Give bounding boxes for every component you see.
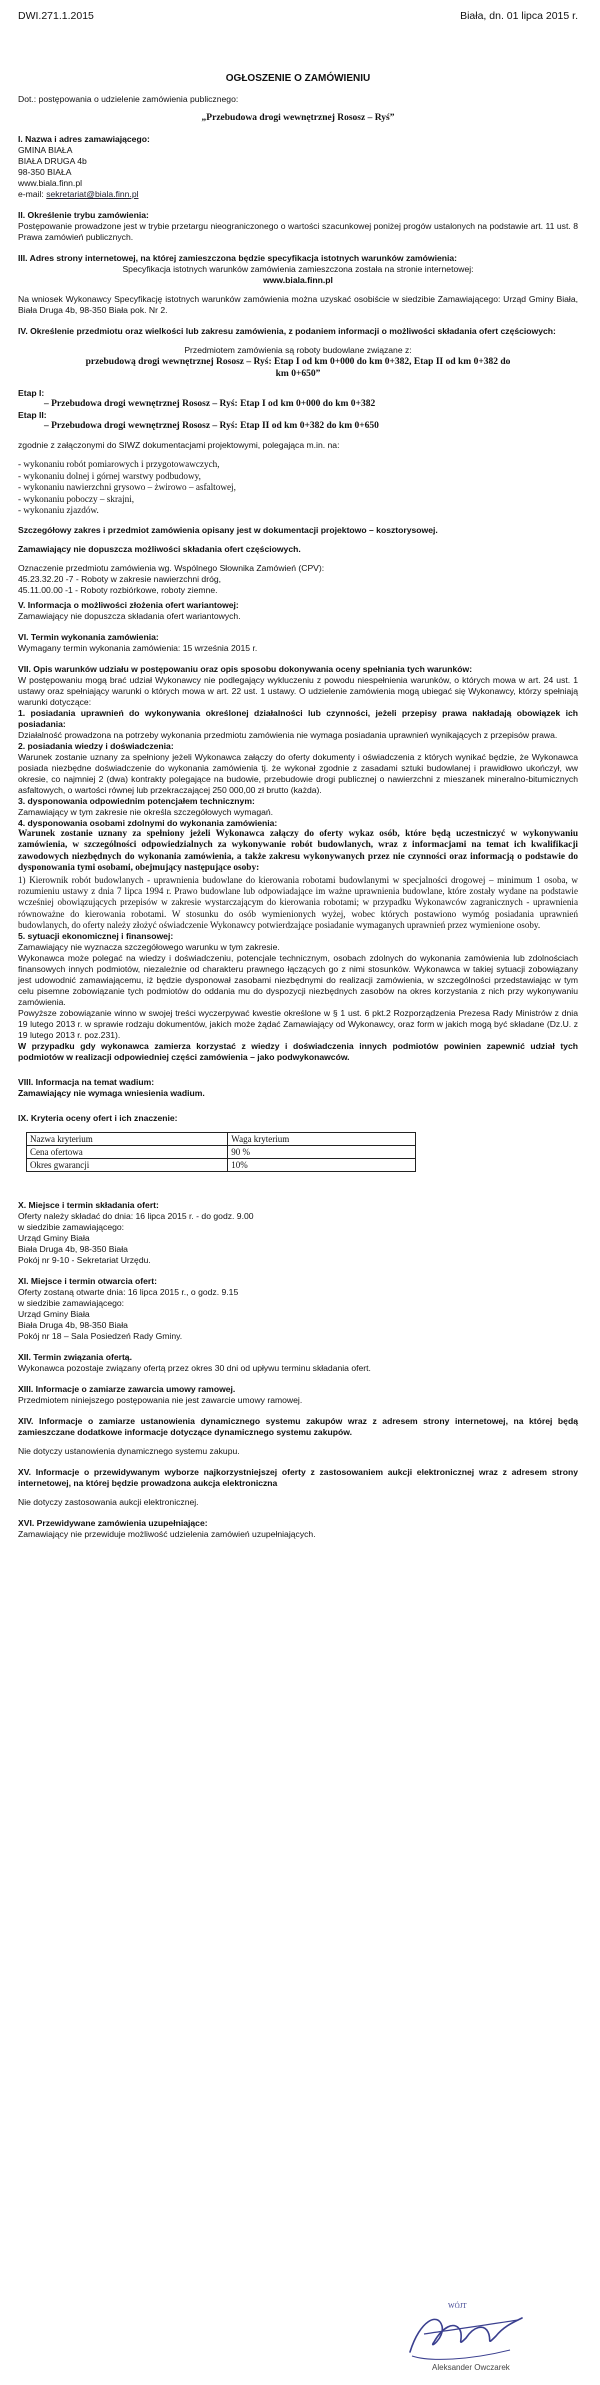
section-15-text: Nie dotyczy zastosowania aukcji elektronicznej. [18, 1497, 199, 1508]
section-4 [18, 326, 578, 596]
section-7 [18, 664, 578, 1064]
section-15-heading: XV. Informacje o przewidywanym wyborze najkorzystniejszej oferty z zastosowaniem aukcji elektronicznej wraz z adresem strony internetowej, na której będzie prowadzona aukcja elektroniczna [18, 1467, 578, 1489]
section-1 [18, 134, 578, 200]
cpv-intro: Oznaczenie przedmiotu zamówienia wg. Wspólnego Słownika Zamówień (CPV): [18, 562, 325, 573]
table-row [27, 1159, 416, 1172]
section-11-line: Urząd Gminy Biała [18, 1309, 90, 1320]
email-label: e-mail: [18, 189, 47, 199]
section-7-resources: Wykonawca może polegać na wiedzy i doświadczeniu, potencjale technicznym, osobach zdolnych do wykonania zamówienia lub zdolnościach finansowych innych podmiotów, niezależnie od charakteru prawnego łączących go z nimi stosunków. Wykonawca w takiej sytuacji zobowiązany jest udowodnić zamawiającemu, iż będzie dysponował zasobami niezbędnymi do realizacji zamówienia, w szczególności przedstawiając w tym celu pisemne zobowiązanie tych podmiotów do oddania mu do dyspozycji niezbędnych zasobów na okres korzystania z nich przy wykonywaniu zamówienia. [18, 953, 578, 1008]
section-14-text: Nie dotyczy ustanowienia dynamicznego systemu zakupu. [18, 1446, 240, 1457]
condition-1-heading: 1. posiadania uprawnień do wykonywania określonej działalności lub czynności, jeżeli przepisy prawa nakładają obowiązek ich posiadania: [18, 707, 578, 729]
document-header [18, 10, 578, 23]
section-11-heading: XI. Miejsce i termin otwarcia ofert: [18, 1276, 157, 1287]
section-13 [18, 1384, 578, 1406]
section-3-url[interactable]: www.biala.finn.pl [263, 275, 333, 285]
section-5-heading: V. Informacja o możliwości złożenia ofert wariantowej: [18, 599, 239, 610]
section-12 [18, 1352, 578, 1374]
section-4-detail: Szczegółowy zakres i przedmiot zamówienia opisany jest w dokumentacji projektowo – kosztorysowej. [18, 524, 438, 535]
condition-5-text: Zamawiający nie wyznacza szczegółowego warunku w tym zakresie. [18, 942, 280, 953]
section-2-text: Postępowanie prowadzone jest w trybie przetargu nieograniczonego o wartości szacunkowej poniżej progów ustalonych na podstawie art. 11 ust. 8 Prawa zamówień publicznych. [18, 221, 578, 242]
section-16-heading: XVI. Przewidywane zamówienia uzupełniające: [18, 1518, 208, 1529]
reference-number: DWI.271.1.2015 [18, 10, 94, 22]
etap-2-label: Etap II: [18, 410, 47, 420]
section-10-line: Pokój nr 9-10 - Sekretariat Urzędu. [18, 1255, 151, 1266]
list-item: - wykonaniu zjazdów. [18, 505, 99, 515]
section-9 [18, 1113, 578, 1172]
section-11-line: Oferty zostaną otwarte dnia: 16 lipca 2015 r., o godz. 9.15 [18, 1287, 239, 1298]
condition-1-text: Działalność prowadzona na potrzeby wykonania przedmiotu zamówienia nie wymaga posiadania uprawnień wynikających z przepisów prawa. [18, 729, 558, 740]
cpv-code: 45.11.00.00 -1 - Roboty rozbiórkowe, roboty ziemne. [18, 584, 218, 595]
table-row [27, 1146, 416, 1159]
section-6 [18, 632, 578, 654]
section-10-heading: X. Miejsce i termin składania ofert: [18, 1200, 159, 1211]
section-7-intro: W postępowaniu mogą brać udział Wykonawcy nie podlegający wykluczeniu z powodu niespełnienia warunków, o których mowa w art. 24 ust. 1 ustawy oraz spełniający warunki o których mowa w art. 22 ust. 1 ustawy. O udzielenie zamówienia mogą ubiegać się Wykonawcy, którzy spełniają warunki dotyczące: [18, 674, 578, 707]
section-6-heading: VI. Termin wykonania zamówienia: [18, 631, 159, 642]
section-3-note: Na wniosek Wykonawcy Specyfikację istotnych warunków zamówienia można uzyskać osobiście w siedzibie Zamawiającego: Urząd Gminy Biała, Biała Druga 4b, 98-350 Biała pok. Nr 2. [18, 294, 578, 315]
email-link[interactable]: sekretariat@biala.finn.pl [46, 189, 139, 199]
section-2 [18, 210, 578, 243]
condition-4-text: 1) Kierownik robót budowlanych - uprawnienia budowlane do kierowania robotami budowlanymi w specjalności drogowej – minimum 1 osoba, w rozumieniu ustawy z dnia 7 lipca 1994 r. Prawo budowlane lub odpowiadające im ważne uprawnienia budowlane, które zostały wydane na podstawie wcześniej obowiązujących przepisów w zakresie wystarczającym do kierowania robotami; w przypadku Wykonawców zagranicznych - uprawnienia równoważne do kierowania robotami. W stosunku do osób wymienionych wyżej, wobec których postawiono wymóg posiadania uprawnień budowlanych, do oferty należy złożyć oświadczenie Wykonawcy potwierdzające posiadanie wymaganych uprawnień przez wymienione osoby. [18, 874, 578, 931]
section-13-text: Przedmiotem niniejszego postępowania nie jest zawarcie umowy ramowej. [18, 1395, 303, 1406]
signature-stamp: WÓJT [448, 2302, 467, 2310]
section-2-heading: II. Określenie trybu zamówienia: [18, 210, 149, 220]
section-5-text: Zamawiający nie dopuszcza składania ofert wariantowych. [18, 610, 241, 621]
table-cell: Okres gwarancji [27, 1159, 228, 1172]
signature-icon [390, 2290, 540, 2380]
section-8 [18, 1077, 578, 1099]
section-9-heading: IX. Kryteria oceny ofert i ich znaczenie: [18, 1113, 178, 1124]
table-cell: 10% [228, 1159, 416, 1172]
condition-5-heading: 5. sytuacji ekonomicznej i finansowej: [18, 931, 174, 942]
list-item: - wykonaniu nawierzchni grysowo – żwirowo – asfaltowej, [18, 482, 236, 492]
cpv-code: 45.23.32.20 -7 - Roboty w zakresie nawierzchni dróg, [18, 573, 222, 584]
criteria-table [26, 1132, 416, 1172]
works-list [18, 459, 578, 517]
etap-1: – Przebudowa drogi wewnętrznej Rososz – Ryś: Etap I od km 0+000 do km 0+382 [44, 399, 376, 409]
subject-line: Dot.: postępowania o udzielenie zamówienia publicznego: [18, 94, 239, 104]
column-header: Waga kryterium [228, 1133, 416, 1146]
condition-3-heading: 3. dysponowania odpowiednim potencjałem technicznym: [18, 795, 255, 806]
etap-2: – Przebudowa drogi wewnętrznej Rososz – Ryś: Etap II od km 0+382 do km 0+650 [44, 421, 379, 431]
section-5 [18, 600, 578, 622]
section-16 [18, 1518, 578, 1540]
signatory-name: Aleksander Owczarek [432, 2363, 510, 2372]
section-10-line: Oferty należy składać do dnia: 16 lipca 2015 r. - do godz. 9.00 [18, 1211, 254, 1222]
table-cell: 90 % [228, 1146, 416, 1159]
etap-1-label: Etap I: [18, 388, 45, 398]
section-10-line: Urząd Gminy Biała [18, 1233, 90, 1244]
section-11-line: w siedzibie zamawiającego: [18, 1298, 125, 1309]
section-3 [18, 253, 578, 316]
section-8-text: Zamawiający nie wymaga wniesienia wadium. [18, 1088, 205, 1099]
condition-4-bold: Warunek zostanie uznany za spełniony jeżeli Wykonawca załączy do oferty wykaz osób, które będą uczestniczyć w wykonywaniu zamówienia, w szczególności odpowiedzialnych za wykonywanie robót budowlanych, wraz z informacjami na temat ich kwalifikacji zawodowych niezbędnych do wykonania zamówienia, a także zakresu wykonywanych przez nie czynności oraz informacją o podstawie do dysponowania tymi osobami, obejmujący następujące osoby: [18, 828, 578, 874]
section-4-intro: Przedmiotem zamówienia są roboty budowlane związane z: [184, 345, 412, 355]
section-4-subject: przebudową drogi wewnętrznej Rososz – Ryś: Etap I od km 0+000 do km 0+382, Etap II od km 0+382 do km 0+650” [85, 357, 511, 379]
section-1-heading: I. Nazwa i adres zamawiającego: [18, 134, 150, 144]
condition-2-heading: 2. posiadania wiedzy i doświadczenia: [18, 740, 174, 751]
section-10-line: w siedzibie zamawiającego: [18, 1222, 125, 1233]
section-7-subcontractors: W przypadku gdy wykonawca zamierza korzystać z wiedzy i doświadczenia innych podmiotów powinien zapewnić udział tych podmiotów w realizacji odpowiedniej części zamówienia – jako podwykonawców. [18, 1041, 578, 1063]
section-3-heading: III. Adres strony internetowej, na której zamieszczona będzie specyfikacja istotnych warunków zamówienia: [18, 253, 458, 263]
section-15 [18, 1467, 578, 1508]
table-cell: Cena ofertowa [27, 1146, 228, 1159]
list-item: - wykonaniu robót pomiarowych i przygotowawczych, [18, 459, 220, 469]
document-date: Biała, dn. 01 lipca 2015 r. [460, 10, 578, 22]
section-12-heading: XII. Termin związania ofertą. [18, 1352, 132, 1363]
condition-3-text: Zamawiający w tym zakresie nie określa szczegółowych wymagań. [18, 806, 274, 817]
announcement-document [18, 10, 578, 1540]
section-3-center: Specyfikacja istotnych warunków zamówienia zamieszczona została na stronie internetowej: [122, 264, 474, 274]
section-4-partial: Zamawiający nie dopuszcza możliwości składania ofert częściowych. [18, 543, 301, 554]
project-name: „Przebudowa drogi wewnętrznej Rososz – Ryś” [201, 113, 395, 123]
section-8-heading: VIII. Informacja na temat wadium: [18, 1077, 155, 1088]
column-header: Nazwa kryterium [27, 1133, 228, 1146]
condition-2-text: Warunek zostanie uznany za spełniony jeżeli Wykonawca załączy do oferty dokumenty i oświadczenia z których wynikać będzie, że Wykonawca posiada niezbędne doświadczenie do wykonania zamówienia tj. że wykonał zgodnie z zasadami sztuki budowlanej i prawidłowo ukończył, ww okresie, co najmniej 2 (dwa) kontrakty polegające na budowie, przebudowie drogi publicznej o nawierzchni z mieszanek mineralno-bitumicznych asfaltowych, o wartości równej lub przekraczającej 250 000,00 zł brutto (każda). [18, 751, 578, 795]
section-7-heading: VII. Opis warunków udziału w postępowaniu oraz opis sposobu dokonywania oceny spełniania tych warunków: [18, 663, 473, 674]
section-4-docs: zgodnie z załączonymi do SIWZ dokumentacjami projektowymi, polegająca m.in. na: [18, 440, 340, 450]
section-14-heading: XIV. Informacje o zamiarze ustanowienia dynamicznego systemu zakupów wraz z adresem strony internetowej, na której będą zamieszczane dodatkowe informacje dotyczące dynamicznego systemu zakupów. [18, 1416, 578, 1438]
section-16-text: Zamawiający nie przewiduje możliwość udzielenia zamówień uzupełniających. [18, 1529, 316, 1540]
document-title: OGŁOSZENIE O ZAMÓWIENIU [225, 73, 371, 84]
condition-4-heading: 4. dysponowania osobami zdolnymi do wykonania zamówienia: [18, 817, 278, 828]
section-11-line: Biała Druga 4b, 98-350 Biała [18, 1320, 128, 1331]
list-item: - wykonaniu dolnej i górnej warstwy podbudowy, [18, 470, 201, 481]
website-line: www.biala.finn.pl [18, 178, 83, 188]
section-11 [18, 1276, 578, 1342]
table-header-row [27, 1133, 416, 1146]
section-10-line: Biała Druga 4b, 98-350 Biała [18, 1244, 128, 1255]
section-6-text: Wymagany termin wykonania zamówienia: 15 września 2015 r. [18, 642, 258, 653]
email-line [18, 189, 578, 200]
section-12-text: Wykonawca pozostaje związany ofertą przez okres 30 dni od upływu terminu składania ofert. [18, 1363, 371, 1374]
signature-block [390, 2290, 540, 2380]
address-line: BIAŁA DRUGA 4b [18, 156, 87, 166]
section-13-heading: XIII. Informacje o zamiarze zawarcia umowy ramowej. [18, 1384, 236, 1395]
address-line: 98-350 BIAŁA [18, 167, 72, 177]
section-11-line: Pokój nr 18 – Sala Posiedzeń Rady Gminy. [18, 1331, 183, 1342]
section-4-heading: IV. Określenie przedmiotu oraz wielkości lub zakresu zamówienia, z podaniem informacji o możliwości składania ofert częściowych: [18, 326, 556, 336]
section-10 [18, 1200, 578, 1266]
address-line: GMINA BIAŁA [18, 145, 73, 155]
section-14 [18, 1416, 578, 1457]
section-7-commitment: Powyższe zobowiązanie winno w swojej treści wyczerpywać kwestie określone w § 1 ust. 6 pkt.2 Rozporządzenia Prezesa Rady Ministrów z dnia 19 lutego 2013 r. w sprawie rodzaju dokumentów, jakich może żądać Zamawiający od Wykonawcy, oraz form w jakich mogą być składane (Dz.U. z 19 lutego 2013 r. poz.231). [18, 1008, 578, 1041]
list-item: - wykonaniu poboczy – skrajni, [18, 493, 135, 504]
